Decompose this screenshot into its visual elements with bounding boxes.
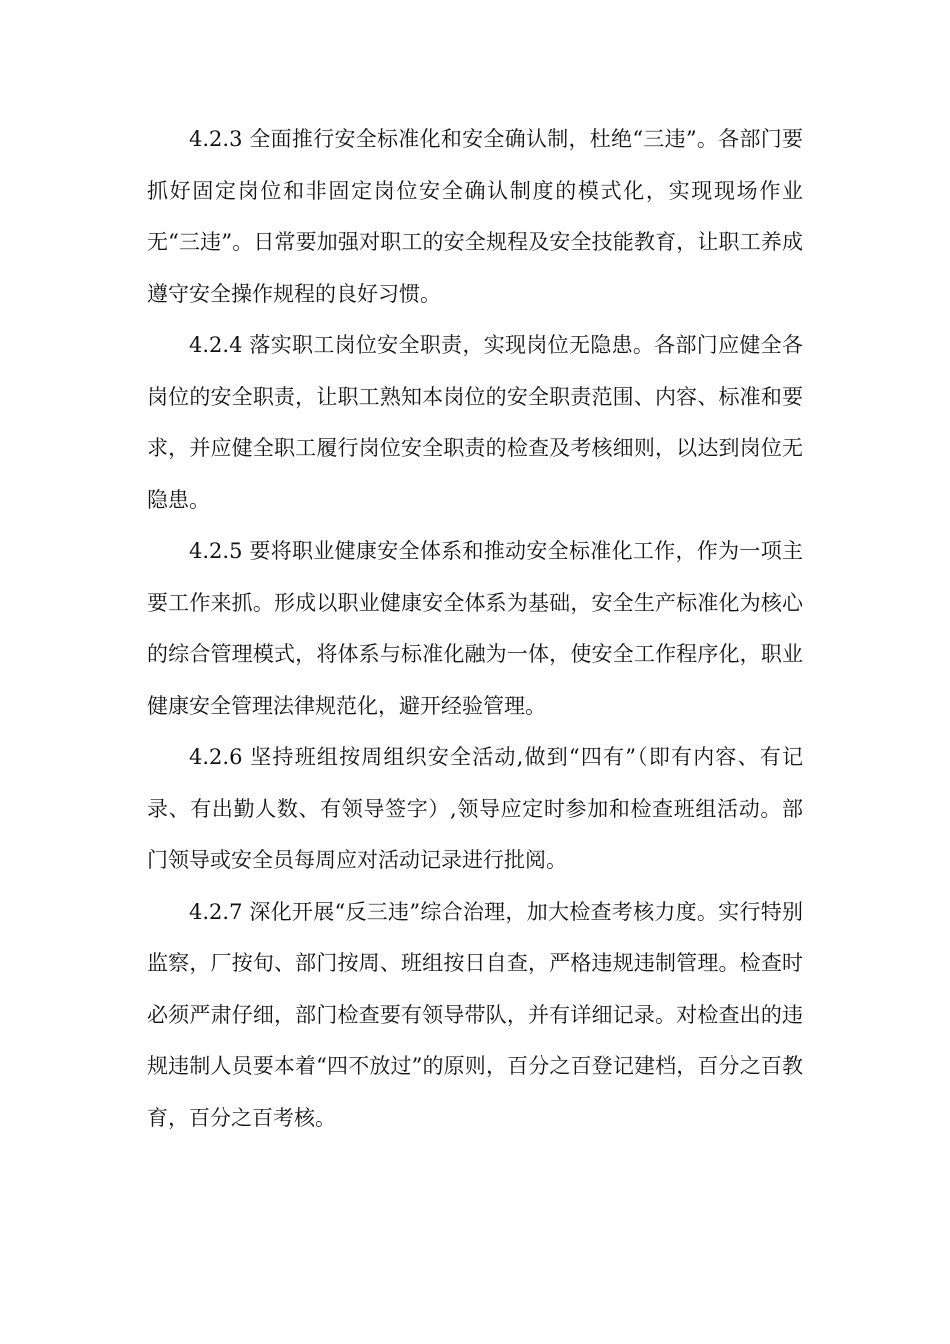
document-body — [147, 114, 803, 1144]
paragraph-4-2-7: 4.2.7 深化开展“反三违”综合治理，加大检查考核力度。实行特别监察，厂按旬、部门按周、班组按日自查，严格违规违制管理。检查时必须严肃仔细，部门检查要有领导带队，并有详细记录。对检查出的违规违制人员要本着“四不放过”的原则，百分之百登记建档，百分之百教育，百分之百考核。 — [147, 899, 803, 1130]
paragraph-4-2-3: 4.2.3 全面推行安全标准化和安全确认制，杜绝“三违”。各部门要抓好固定岗位和非固定岗位安全确认制度的模式化，实现现场作业无“三违”。日常要加强对职工的安全规程及安全技能教育，让职工养成遵守安全操作规程的良好习惯。 — [147, 127, 803, 306]
paragraph-4-2-4: 4.2.4 落实职工岗位安全职责，实现岗位无隐患。各部门应健全各岗位的安全职责，让职工熟知本岗位的安全职责范围、内容、标准和要求，并应健全职工履行岗位安全职责的检查及考核细则，以达到岗位无隐患。 — [147, 333, 803, 512]
paragraph-4-2-5: 4.2.5 要将职业健康安全体系和推动安全标准化工作，作为一项主要工作来抓。形成以职业健康安全体系为基础，安全生产标准化为核心的综合管理模式，将体系与标准化融为一体，使安全工作程序化，职业健康安全管理法律规范化，避开经验管理。 — [147, 539, 803, 718]
paragraph-4-2-6: 4.2.6 坚持班组按周组织安全活动,做到“四有”（即有内容、有记录、有出勤人数、有领导签字）,领导应定时参加和检查班组活动。部门领导或安全员每周应对活动记录进行批阅。 — [147, 745, 803, 872]
